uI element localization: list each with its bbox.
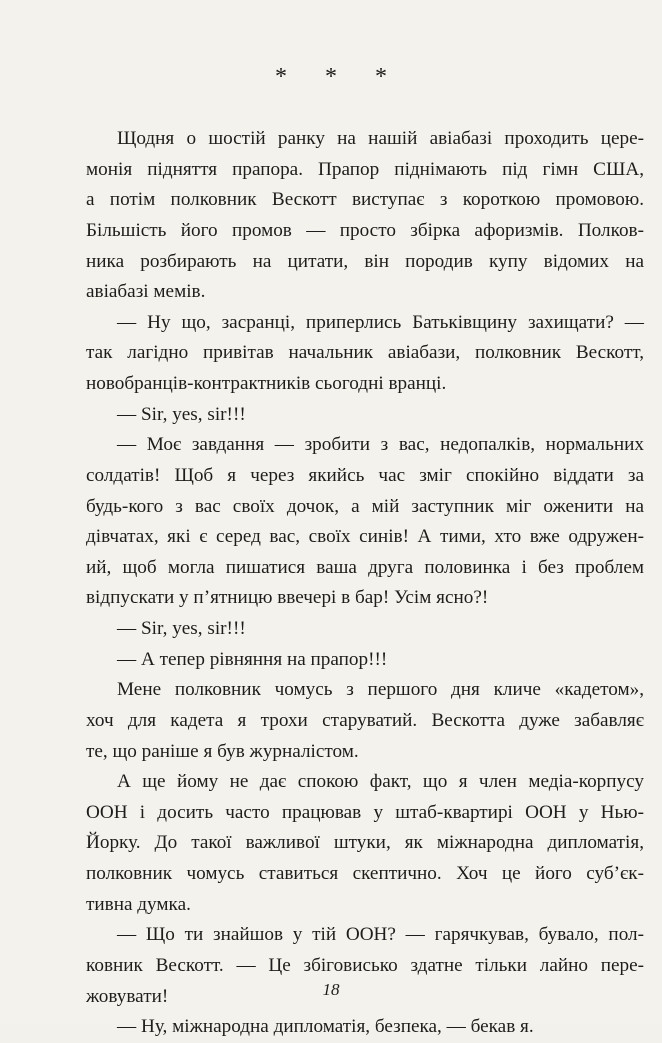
section-separator: * * * [275, 64, 403, 90]
text-line: жовувати! [86, 985, 169, 1007]
text-line: так лагідно привітав начальник авіабази, полковник Вескотт, [86, 342, 644, 364]
text-line: відпускати у п’ятницю ввечері в бар! Усім ясно?! [86, 587, 489, 609]
text-line: Йорку. До такої важливої штуки, як міжнародна дипломатія, [86, 832, 644, 854]
text-line: — Моє завдання — зробити з вас, недопалків, нормальних [117, 434, 644, 456]
text-line: полковник чомусь ставиться скептично. Хоч це його суб’єк- [86, 863, 644, 884]
text-line: хоч для кадета я трохи старуватий. Вескотта дуже забавляє [86, 709, 644, 731]
text-line: Мене полковник чомусь з першого дня кличе «кадетом», [117, 679, 644, 701]
text-line: — Що ти знайшов у тій ООН? — гарячкував, бувало, пол- [117, 924, 644, 946]
text-line: Щодня о шостій ранку на нашій авіабазі проходить цере- [117, 128, 644, 149]
page-number: 18 [322, 980, 340, 999]
text-line: солдатів! Щоб я через якийсь час зміг спокійно віддати за [86, 464, 644, 486]
text-line: а потім полковник Вескотт виступає з короткою промовою. [86, 189, 644, 211]
text-line: дівчатах, які є серед вас, своїх синів! А тими, хто вже одружен- [86, 526, 644, 548]
text-line: — А тепер рівняння на прапор!!! [117, 648, 388, 670]
text-line: — Ну що, засранці, приперлись Батьківщину захищати? — [117, 311, 644, 333]
text-line: новобранців-контрактників сьогодні вранці. [86, 373, 447, 394]
text-line: ковник Вескотт. — Це збіговисько здатне тільки лайно пере- [86, 954, 644, 976]
text-line: — Sir, yes, sir!!! [117, 618, 246, 639]
text-line: будь-кого з вас своїх дочок, а мій заступник міг оженити на [86, 495, 644, 517]
text-line: те, що раніше я був журналістом. [86, 740, 359, 762]
text-line: А ще йому не дає спокою факт, що я член медіа-корпусу [117, 771, 644, 793]
text-line: ий, щоб могла пишатися ваша друга половинка і без проблем [86, 556, 644, 578]
text-line: монія підняття прапора. Прапор піднімають під гімн США, [86, 158, 644, 180]
text-line: Більшість його промов — просто збірка афоризмів. Полков- [86, 219, 644, 241]
body-text [86, 124, 644, 1043]
text-line: тивна думка. [86, 893, 191, 915]
text-line: ООН і досить часто працював у штаб-квартирі ООН у Нью- [86, 801, 644, 823]
text-line: — Ну, міжнародна дипломатія, безпека, — бекав я. [117, 1016, 534, 1038]
text-line: — Sir, yes, sir!!! [117, 403, 246, 425]
text-line: ника розбирають на цитати, він породив купу відомих на [86, 250, 644, 272]
text-line: авіабазі мемів. [86, 281, 206, 303]
